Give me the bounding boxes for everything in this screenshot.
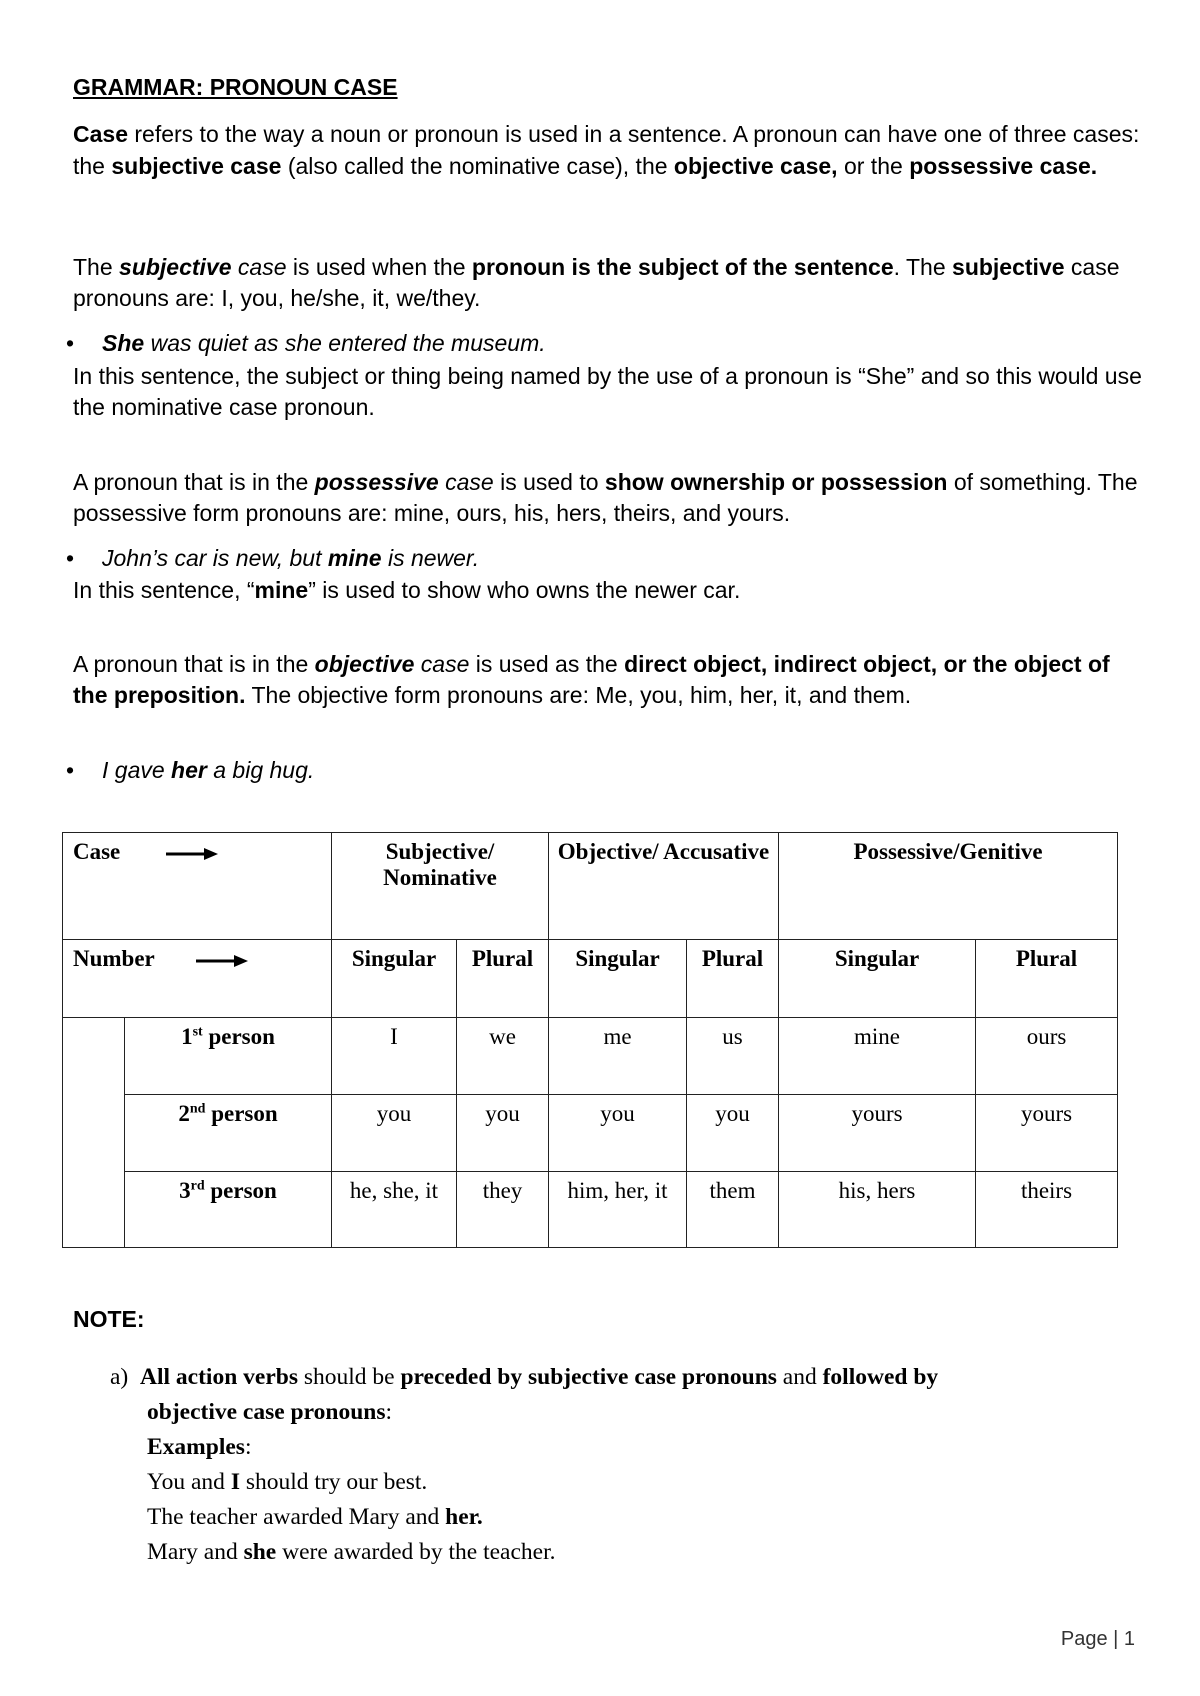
number-cell: Plural bbox=[687, 940, 779, 1018]
example-text: a big hug. bbox=[206, 757, 315, 783]
intro-text: (also called the nominative case), the bbox=[281, 153, 674, 179]
bullet-icon: • bbox=[66, 330, 75, 356]
pronoun-cell: you bbox=[687, 1095, 779, 1172]
note-heading: NOTE: bbox=[73, 1306, 145, 1332]
table-row bbox=[63, 1095, 1118, 1172]
arrow-right-icon bbox=[166, 847, 218, 861]
pronoun-cell: we bbox=[457, 1018, 549, 1095]
pronoun-cell: you bbox=[549, 1095, 687, 1172]
pronoun-cell: theirs bbox=[976, 1172, 1118, 1248]
bullet-icon: • bbox=[66, 757, 75, 783]
header-objective: Objective/ Accusative bbox=[549, 833, 779, 940]
case-label-cell bbox=[63, 833, 332, 940]
number-cell: Plural bbox=[976, 940, 1118, 1018]
objective-example bbox=[66, 757, 314, 784]
number-label-cell bbox=[63, 940, 332, 1018]
case-label: Case bbox=[73, 839, 121, 864]
pronoun-cell: us bbox=[687, 1018, 779, 1095]
pronoun-cell: I bbox=[332, 1018, 457, 1095]
person-text: person bbox=[205, 1101, 278, 1126]
text: : bbox=[385, 1399, 393, 1425]
list-marker: a) bbox=[110, 1364, 129, 1390]
intro-text: or the bbox=[837, 153, 910, 179]
ordinal-suffix: rd bbox=[190, 1178, 205, 1194]
number-header-row bbox=[63, 940, 1118, 1018]
pronoun-cell: mine bbox=[779, 1018, 976, 1095]
text: should try our best. bbox=[239, 1469, 428, 1495]
text: case bbox=[231, 254, 287, 280]
subjective-example bbox=[66, 330, 546, 357]
term-possessive-case: possessive case. bbox=[909, 153, 1098, 179]
note-line bbox=[110, 1360, 938, 1395]
pronoun-cell: ours bbox=[976, 1018, 1118, 1095]
arrow-right-icon bbox=[196, 954, 248, 968]
person-label bbox=[125, 1172, 332, 1248]
text: The objective form pronouns are: Me, you, him, her, it, and them. bbox=[245, 682, 912, 708]
term-subjective-case: subjective case bbox=[111, 153, 282, 179]
term-objective: objective bbox=[314, 651, 415, 677]
number-cell: Plural bbox=[457, 940, 549, 1018]
example-text: John’s car is new, but bbox=[102, 545, 328, 571]
emphasis: she bbox=[243, 1539, 277, 1565]
text: Mary and bbox=[147, 1539, 244, 1565]
text: of something. The possessive form pronouns are: mine, ours, his, hers, theirs, and yours. bbox=[73, 469, 1138, 526]
page-title: GRAMMAR: PRONOUN CASE bbox=[73, 74, 398, 100]
possessive-paragraph bbox=[73, 467, 1143, 529]
page-number: Page | 1 bbox=[1060, 1628, 1135, 1650]
subjective-paragraph bbox=[73, 252, 1143, 314]
term-objective-case: objective case, bbox=[673, 153, 838, 179]
pronoun-cell: yours bbox=[779, 1095, 976, 1172]
possessive-example bbox=[66, 545, 479, 572]
emphasis: I bbox=[230, 1469, 240, 1495]
examples-label bbox=[110, 1430, 938, 1465]
term-subjective: subjective bbox=[119, 254, 232, 280]
number-cell: Singular bbox=[332, 940, 457, 1018]
ordinal: 2 bbox=[178, 1101, 190, 1126]
text: You and bbox=[147, 1469, 231, 1495]
example-pronoun: She bbox=[102, 330, 145, 356]
example-text: is newer. bbox=[381, 545, 480, 571]
objective-paragraph bbox=[73, 649, 1143, 711]
text: In this sentence, “ bbox=[73, 577, 255, 603]
pronoun-cell: me bbox=[549, 1018, 687, 1095]
emphasis: followed by bbox=[822, 1364, 939, 1390]
emphasis: direct object, indirect object, or the object of the preposition. bbox=[73, 651, 1110, 708]
emphasis: pronoun is the subject of the sentence bbox=[471, 254, 894, 280]
example-sentence bbox=[110, 1500, 938, 1535]
table-row bbox=[63, 1172, 1118, 1248]
pronoun-cell: they bbox=[457, 1172, 549, 1248]
person-text: person bbox=[204, 1178, 277, 1203]
example-pronoun: mine bbox=[327, 545, 382, 571]
text: ” is used to show who owns the newer car. bbox=[308, 577, 741, 603]
ordinal-suffix: nd bbox=[189, 1101, 206, 1117]
text: case bbox=[414, 651, 470, 677]
ordinal: 1 bbox=[181, 1024, 193, 1049]
header-subjective: Subjective/ Nominative bbox=[332, 833, 549, 940]
emphasis: preceded by subjective case pronouns bbox=[400, 1364, 777, 1390]
text: is used when the bbox=[286, 254, 472, 280]
term-possessive: possessive bbox=[314, 469, 439, 495]
text: : bbox=[244, 1434, 252, 1460]
example-sentence bbox=[110, 1465, 938, 1500]
text: should be bbox=[297, 1364, 401, 1390]
example-text: I gave bbox=[102, 757, 172, 783]
note-line bbox=[110, 1395, 938, 1430]
number-cell: Singular bbox=[549, 940, 687, 1018]
text: and bbox=[776, 1364, 823, 1390]
example-sentence bbox=[110, 1535, 938, 1570]
possessive-explanation bbox=[73, 575, 1143, 606]
note-list bbox=[110, 1360, 938, 1570]
text: A pronoun that is in the bbox=[73, 469, 315, 495]
example-text: was quiet as she entered the museum. bbox=[144, 330, 546, 356]
term-case: Case bbox=[73, 121, 128, 147]
intro-paragraph bbox=[73, 118, 1143, 182]
text: were awarded by the teacher. bbox=[276, 1539, 556, 1565]
pronoun-cell: yours bbox=[976, 1095, 1118, 1172]
emphasis: objective case pronouns bbox=[147, 1399, 386, 1425]
ordinal: 3 bbox=[179, 1178, 191, 1203]
pronoun-cell: you bbox=[457, 1095, 549, 1172]
text: . The bbox=[893, 254, 953, 280]
emphasis: show ownership or possession bbox=[604, 469, 948, 495]
pronoun-cell: him, her, it bbox=[549, 1172, 687, 1248]
text: A pronoun that is in the bbox=[73, 651, 315, 677]
emphasis: Examples bbox=[147, 1434, 245, 1460]
emphasis: All action verbs bbox=[140, 1364, 298, 1390]
emphasis: mine bbox=[254, 577, 309, 603]
text: is used to bbox=[493, 469, 605, 495]
person-label bbox=[125, 1018, 332, 1095]
person-label bbox=[125, 1095, 332, 1172]
blank-cell bbox=[63, 1018, 125, 1248]
header-possessive: Possessive/Genitive bbox=[779, 833, 1118, 940]
number-cell: Singular bbox=[779, 940, 976, 1018]
table-row bbox=[63, 1018, 1118, 1095]
text: The bbox=[73, 254, 120, 280]
pronoun-cell: he, she, it bbox=[332, 1172, 457, 1248]
pronoun-cell: his, hers bbox=[779, 1172, 976, 1248]
text: The teacher awarded Mary and bbox=[147, 1504, 446, 1530]
text: is used as the bbox=[469, 651, 625, 677]
ordinal-suffix: st bbox=[192, 1024, 203, 1040]
example-pronoun: her bbox=[171, 757, 207, 783]
term-subjective: subjective bbox=[952, 254, 1065, 280]
pronoun-cell: them bbox=[687, 1172, 779, 1248]
person-text: person bbox=[202, 1024, 275, 1049]
text: case pronouns are: I, you, he/she, it, we/they. bbox=[73, 254, 1120, 311]
pronoun-case-table bbox=[62, 832, 1118, 1248]
subjective-explanation: In this sentence, the subject or thing being named by the use of a pronoun is “She” and so this would use the nominative case pronoun. bbox=[73, 363, 1142, 420]
pronoun-cell: you bbox=[332, 1095, 457, 1172]
case-header-row bbox=[63, 833, 1118, 940]
intro-text: refers to the way a noun or pronoun is used in a sentence. A pronoun can have one of three cases: the bbox=[73, 121, 1140, 179]
emphasis: her. bbox=[445, 1504, 483, 1530]
number-label: Number bbox=[73, 946, 155, 971]
bullet-icon: • bbox=[66, 545, 75, 571]
text: case bbox=[438, 469, 494, 495]
